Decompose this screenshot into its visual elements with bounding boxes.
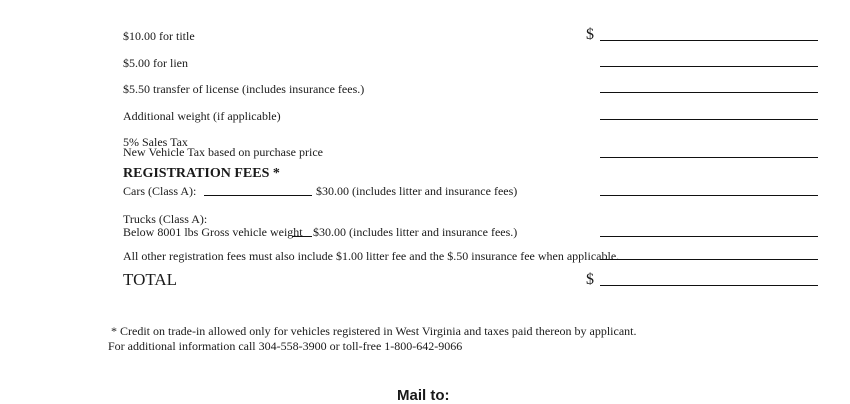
cars-fee-field[interactable]	[600, 195, 818, 196]
additional-info: For additional information call 304-558-3900 or toll-free 1-800-642-9066	[108, 339, 463, 353]
title-fee-dollar-sign: $	[586, 26, 594, 43]
trucks-weight-label: Below 8001 lbs Gross vehicle weight	[123, 225, 303, 239]
cars-class-a-label: Cars (Class A):	[123, 184, 197, 198]
other-fees-field[interactable]	[600, 259, 818, 260]
trucks-fee-text: $30.00 (includes litter and insurance fees.)	[313, 225, 518, 239]
credit-note: * Credit on trade-in allowed only for vehicles registered in West Virginia and taxes paid thereon by applicant.	[111, 324, 637, 338]
transfer-fee-field[interactable]	[600, 92, 818, 93]
lien-fee-label: $5.00 for lien	[123, 56, 188, 70]
trucks-entry-line[interactable]	[292, 236, 312, 237]
sales-tax-label: 5% Sales Tax	[123, 135, 188, 149]
total-dollar-sign: $	[586, 271, 594, 288]
total-field[interactable]	[600, 285, 818, 286]
transfer-fee-label: $5.50 transfer of license (includes insurance fees.)	[123, 82, 365, 96]
sales-tax-field[interactable]	[600, 157, 818, 158]
total-label: TOTAL	[123, 270, 178, 289]
new-vehicle-tax-label: New Vehicle Tax based on purchase price	[123, 145, 323, 159]
mail-to-heading: Mail to:	[397, 387, 450, 404]
trucks-class-a-label: Trucks (Class A):	[123, 212, 208, 226]
other-fees-note: All other registration fees must also include $1.00 litter fee and the $.50 insurance fee when applicable.	[123, 249, 620, 263]
registration-fees-heading: REGISTRATION FEES *	[123, 166, 280, 181]
cars-fee-text: $30.00 (includes litter and insurance fees)	[316, 184, 518, 198]
trucks-fee-field[interactable]	[600, 236, 818, 237]
additional-weight-label: Additional weight (if applicable)	[123, 109, 281, 123]
title-fee-label: $10.00 for title	[123, 29, 195, 43]
cars-class-a-entry-line[interactable]	[204, 195, 312, 196]
title-fee-field[interactable]	[600, 40, 818, 41]
additional-weight-field[interactable]	[600, 119, 818, 120]
lien-fee-field[interactable]	[600, 66, 818, 67]
